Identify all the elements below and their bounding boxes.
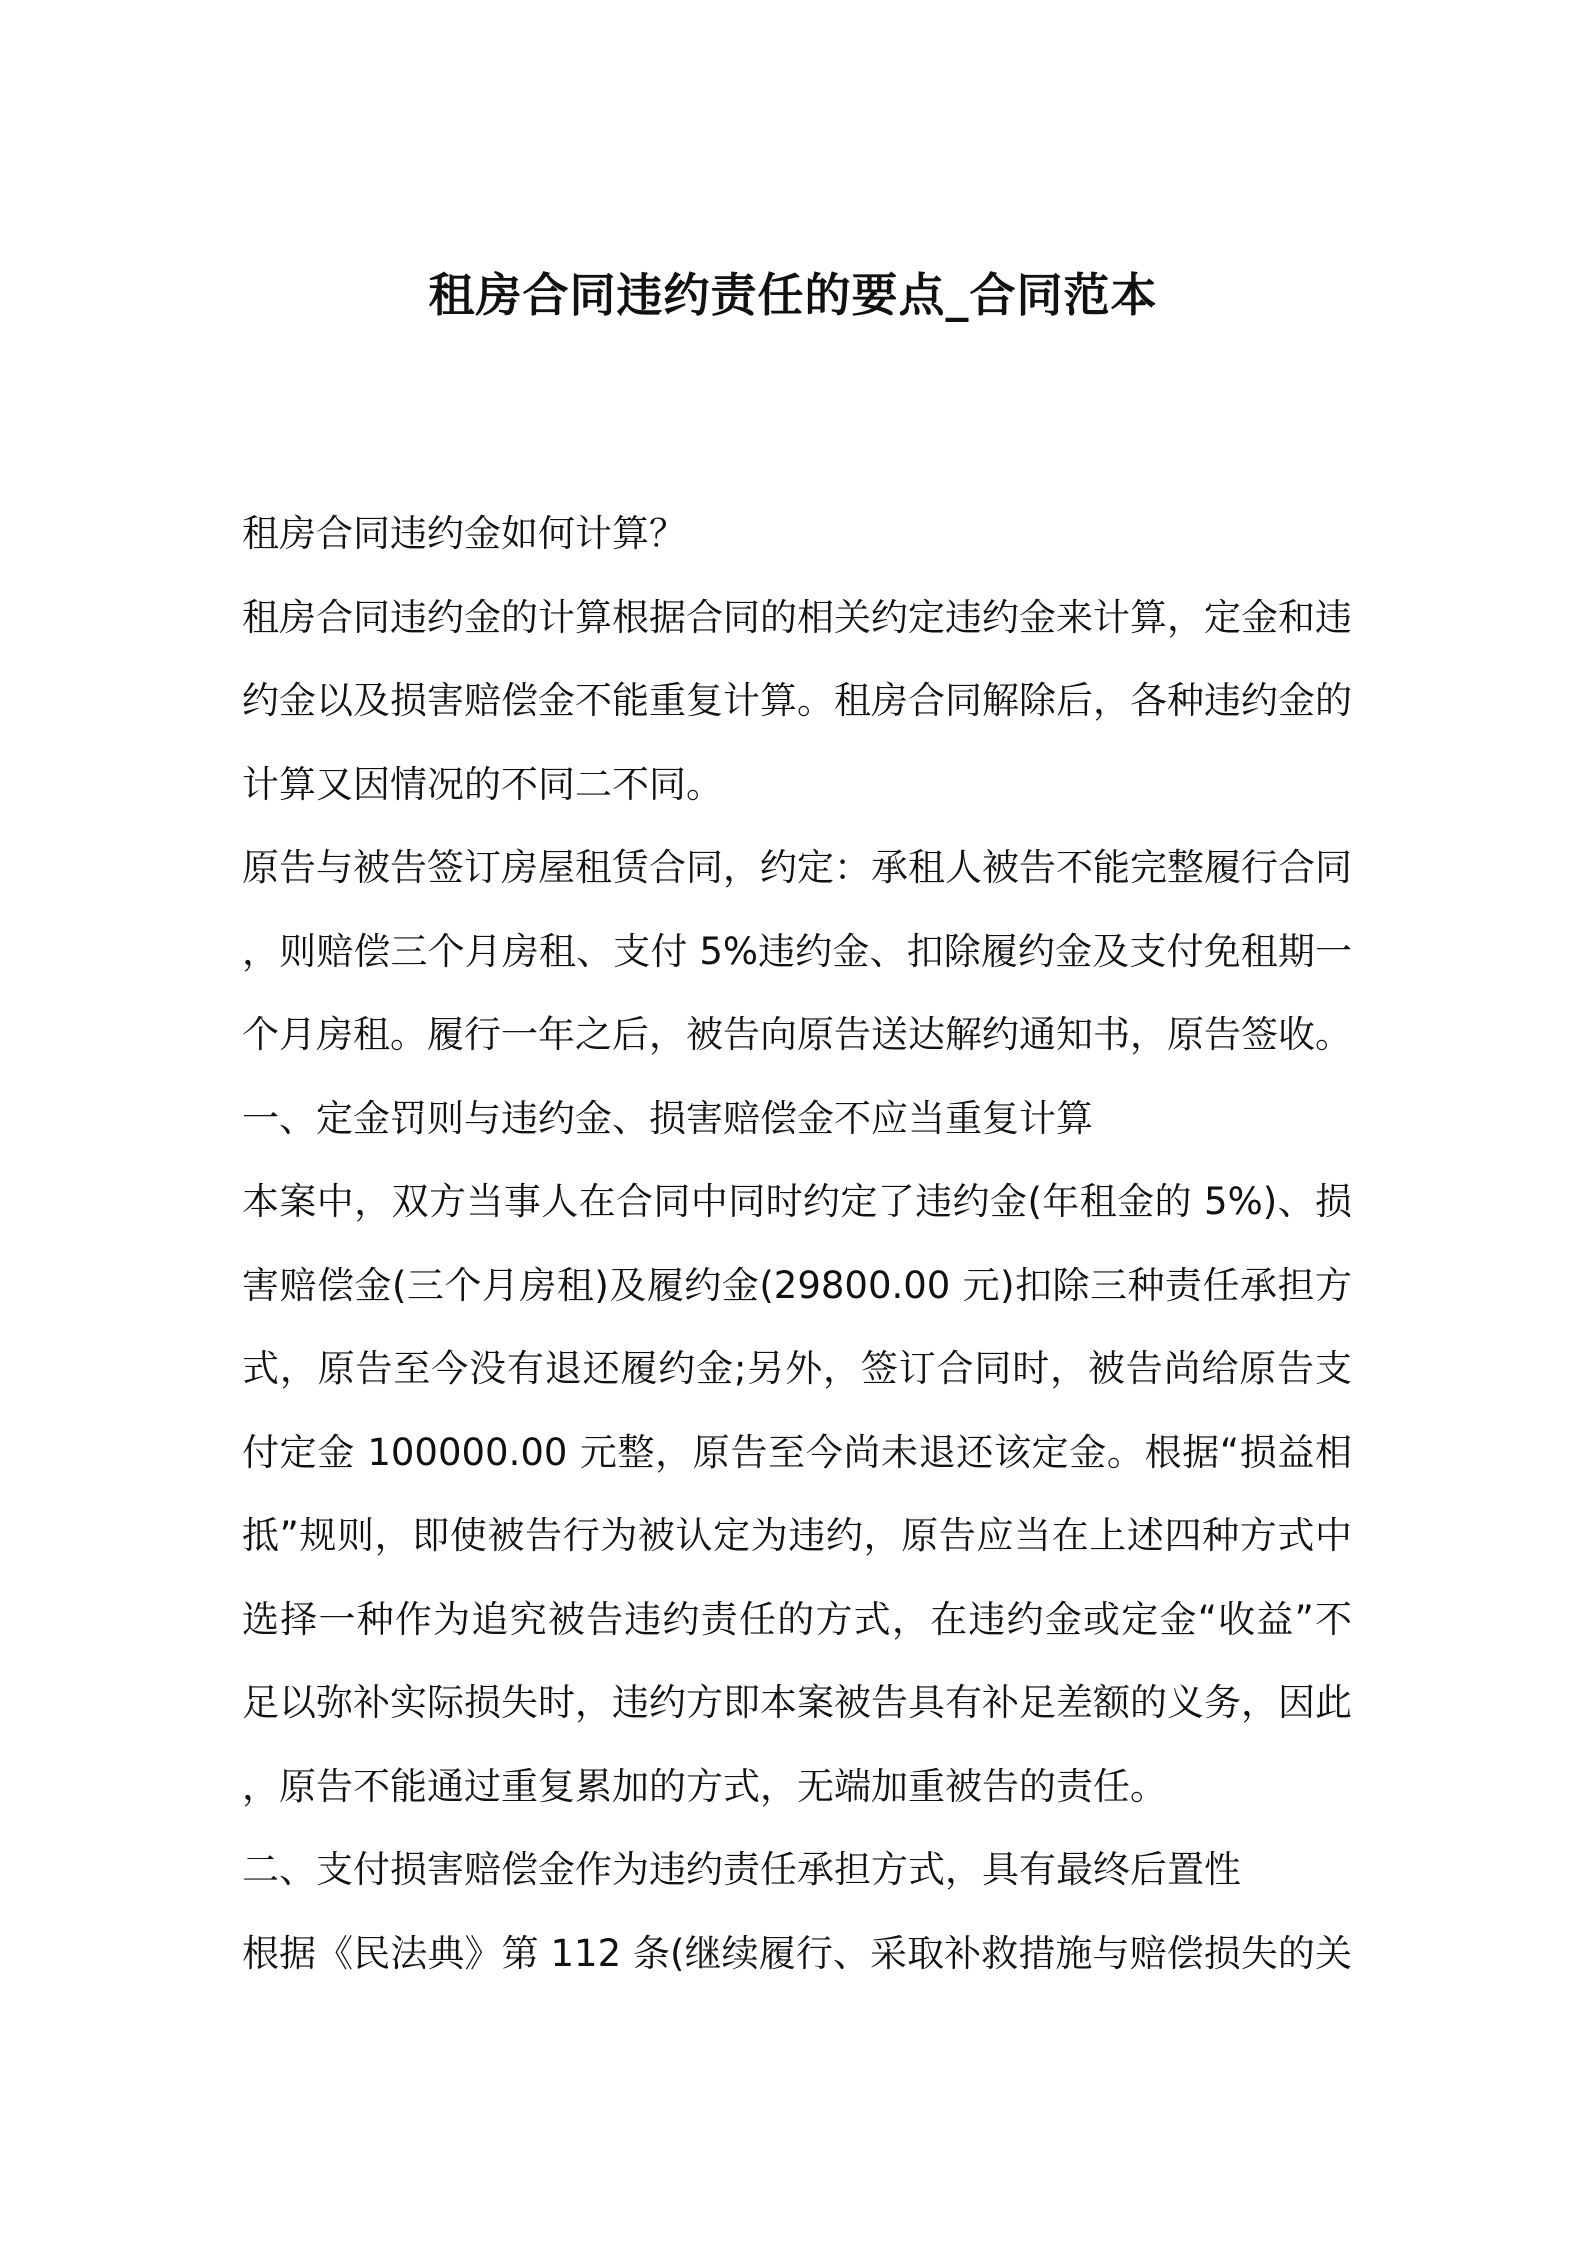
body-line: 计算又因情况的不同二不同。	[242, 762, 723, 806]
body-line: 式，原告至今没有退还履约金;另外，签订合同时，被告尚给原告支	[242, 1347, 1352, 1390]
body-line: 个月房租。履行一年之后，被告向原告送达解约通知书，原告签收。	[242, 1013, 1352, 1056]
section-heading: 一、定金罚则与违约金、损害赔偿金不应当重复计算	[242, 1096, 1093, 1140]
body-line: 约金以及损害赔偿金不能重复计算。租房合同解除后，各种违约金的	[242, 679, 1352, 722]
document-title: 租房合同违约责任的要点_合同范本	[428, 268, 1158, 322]
section-question: 租房合同违约金如何计算？	[242, 512, 686, 555]
body-line: 本案中，双方当事人在合同中同时约定了违约金(年租金的 5%)、损	[242, 1180, 1352, 1223]
body-line: 租房合同违约金的计算根据合同的相关约定违约金来计算，定金和违	[242, 595, 1352, 639]
body-line: 原告与被告签订房屋租赁合同，约定：承租人被告不能完整履行合同	[242, 846, 1352, 889]
body-line: 足以弥补实际损失时，违约方即本案被告具有补足差额的义务，因此	[242, 1681, 1352, 1724]
document-body	[242, 492, 1352, 1995]
body-line: ，则赔偿三个月房租、支付 5%违约金、扣除履约金及支付免租期一	[242, 929, 1352, 973]
body-line: ，原告不能通过重复累加的方式，无端加重被告的责任。	[242, 1764, 1167, 1808]
body-line: 抵”规则，即使被告行为被认定为违约，原告应当在上述四种方式中	[242, 1514, 1352, 1557]
body-line: 付定金 100000.00 元整，原告至今尚未退还该定金。根据“损益相	[242, 1430, 1352, 1474]
body-line: 根据《民法典》第 112 条(继续履行、采取补救措施与赔偿损失的关	[242, 1931, 1352, 1975]
section-heading: 二、支付损害赔偿金作为违约责任承担方式，具有最终后置性	[242, 1848, 1241, 1891]
body-line: 选择一种作为追究被告违约责任的方式，在违约金或定金“收益”不	[242, 1597, 1352, 1641]
body-line: 害赔偿金(三个月房租)及履约金(29800.00 元)扣除三种责任承担方	[242, 1263, 1352, 1307]
